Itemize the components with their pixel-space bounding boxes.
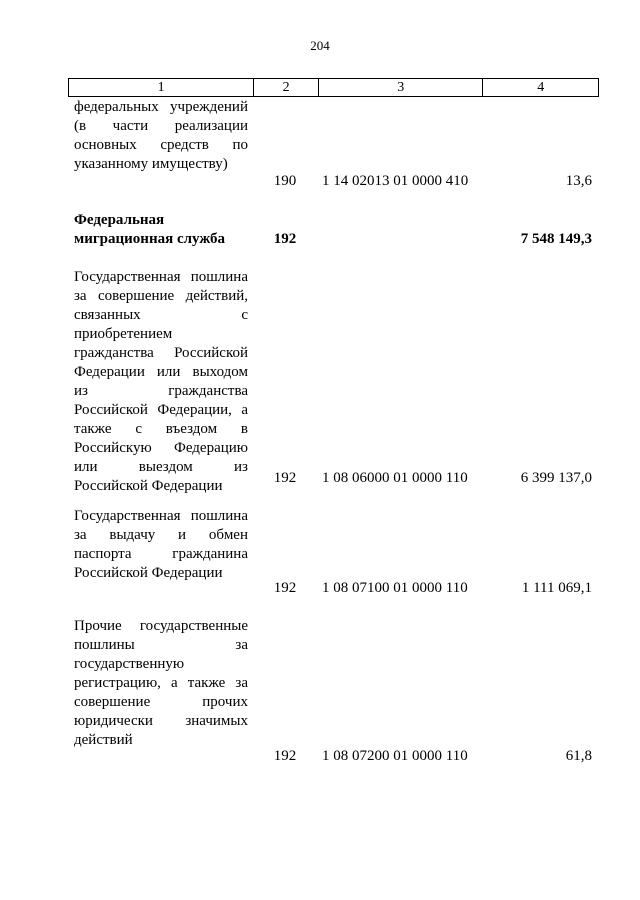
table-row (74, 211, 599, 249)
row-amount: 13,6 (565, 173, 592, 189)
table-row (74, 268, 599, 494)
table-row (74, 617, 599, 766)
row-kbk-code: 1 08 07200 01 0000 110 (322, 748, 468, 764)
row-kbk-code: 1 08 07100 01 0000 110 (322, 580, 468, 596)
header-col-4: 4 (537, 80, 545, 95)
row-name: Государственная пошлина за совершение действий, связанных с приобретением гражданства Российской Федерации или выходом из гражданства Российской Федерации, а также с въездом в Российскую Федерацию или выездом из Российской Федерации (74, 269, 248, 494)
row-amount: 7 548 149,3 (520, 231, 592, 247)
row-name: Прочие государственные пошлины за государственную регистрацию, а также за совершение прочих юридически значимых действий (74, 618, 248, 748)
row-amount: 1 111 069,1 (521, 580, 592, 596)
page-number: 204 (310, 38, 330, 53)
row-amount: 6 399 137,0 (520, 470, 592, 486)
row-ministry-code: 190 (273, 173, 297, 189)
row-ministry-code: 192 (273, 231, 297, 247)
row-name: Федеральная миграционная служба (74, 212, 226, 247)
table-row (74, 507, 599, 598)
row-ministry-code: 192 (273, 470, 297, 486)
header-col-2: 2 (254, 79, 319, 96)
table-row (74, 98, 599, 191)
header-col-1: 1 (69, 79, 254, 96)
row-name: Государственная пошлина за выдачу и обмен паспорта гражданина Российской Федерации (74, 508, 248, 581)
row-kbk-code: 1 08 06000 01 0000 110 (322, 470, 468, 486)
row-amount: 61,8 (565, 748, 592, 764)
row-name: федеральных учреждений (в части реализации основных средств по указанному имуществу) (74, 99, 248, 172)
row-ministry-code: 192 (273, 748, 297, 764)
row-kbk-code: 1 14 02013 01 0000 410 (322, 173, 469, 189)
row-ministry-code: 192 (273, 580, 297, 596)
table-header (68, 78, 599, 97)
header-col-3: 3 (319, 79, 483, 96)
